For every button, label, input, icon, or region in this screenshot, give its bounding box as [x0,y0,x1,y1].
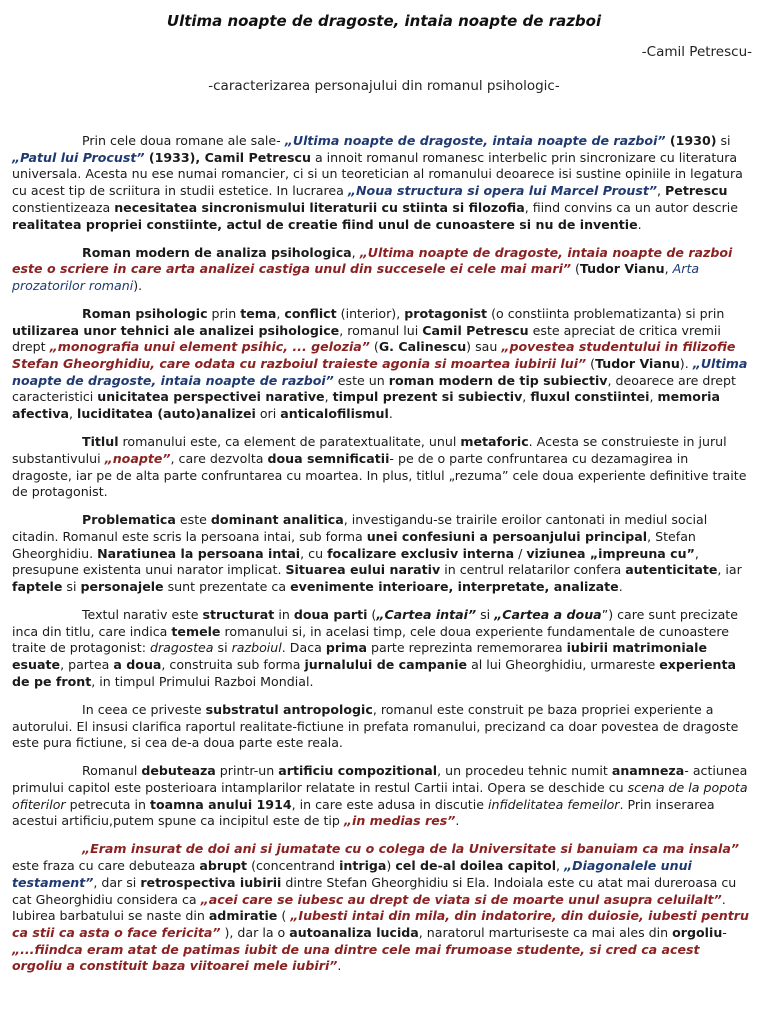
text-run: unicitatea perspectivei narative [97,389,325,405]
text-run: , [69,406,78,422]
text-run: dintre Stefan Gheorghidiu si Ela. Indoiala este cu atat mai dureroasa cu cat Gheorghidiu considera ca [12,874,737,907]
text-run: este apreciat de critica vremii drept [12,322,721,355]
text-run: parte reprezinta rememorarea [367,640,567,656]
text-run: abrupt [199,858,248,874]
text-run: , care dezvolta [170,450,268,466]
text-run: prin [207,305,241,321]
text-run: „Ultima noapte de dragoste, intaia noapte de razboi este o scriere in care arta analizei castiga unul din succesele ei cele mai mari” [12,244,733,277]
text-run: . Acesta se construieste in jurul substantivului [12,434,727,466]
paragraph [12,763,752,830]
paragraph [12,607,752,691]
text-run: . [455,813,460,829]
text-run: ) [386,858,396,874]
text-run: , [351,244,360,260]
text-run: „Ultima noapte de dragoste, intaia noapte de razboi” [284,133,666,148]
text-run: , [522,389,531,405]
text-run: printr-un [215,763,279,779]
text-run: necesitatea sincronismului literaturii cu stiinta si filozofia [114,199,525,215]
text-run: infidelitatea femeilor [487,796,620,812]
text-run: „monografia unui element psihic, ... gelozia” [49,339,370,355]
text-run: „povestea studentului in filizofie Stefan Gheorghidiu, care odata cu razboiul traieste agonia si moartea iubirii lui” [12,339,736,372]
text-run: , deoarece are drept caracteristici [12,372,736,405]
paragraph [12,841,752,975]
text-run: , [649,389,658,405]
text-run: Naratiunea la persoana intai [97,545,301,561]
text-run: . Daca [281,640,326,656]
text-run: , partea [60,657,114,673]
text-run: si [213,640,232,656]
text-run: jurnalului de campanie [304,657,468,673]
text-run: , in timpul Primului Razboi Mondial. [91,673,314,689]
text-run: G. Calinescu [378,339,467,355]
text-run: „Iubesti intai din mila, din indatorire, din duiosie, iubesti pentru ca stii ca asta o face fericita” [12,908,749,940]
text-run: . [337,958,342,974]
text-run: unei confesiuni a persoanjului principal [366,528,648,544]
text-run: „Cartea intai” [376,607,477,623]
text-run: ), dar la o [220,924,290,940]
text-run: al lui Gheorghidiu, urmareste [467,657,660,673]
text-run: Tudor Vianu [579,261,665,277]
text-run: (1933), Camil Petrescu [144,149,311,165]
document-title: Ultima noapte de dragoste, intaia noapte de razboi [166,12,602,30]
text-run: , [664,261,673,277]
text-run: utilizarea unor tehnici ale analizei psihologice [12,322,340,338]
text-run: a innoit romanul romanesc interbelic prin sincronizare cu literatura universala. Acesta nu ese numai romancier, ci si un teoretician al romanului deoarece isi sustine opiniile in legatura cu acest tip de scriitura in studii estetice. In lucrarea [12,149,743,199]
text-run: este fraza cu care debuteaza [12,858,200,874]
text-run: Roman psihologic [82,305,208,321]
text-run: metaforic [460,434,529,450]
text-run: „...fiindca eram atat de patimas iubit de una dintre cele mai frumoase studente, si cred ca acest orgoliu a constituit baza viitoarei mele iubiri” [12,941,700,974]
text-run: , [276,305,285,321]
text-run: Roman modern de analiza psihologica [82,244,352,260]
text-run: Textul narativ este [82,607,203,623]
text-run: - [722,924,727,940]
text-run: structurat [202,607,275,623]
text-run: (1930) [665,133,717,148]
text-run: , naratorul marturiseste ca mai ales din [418,924,673,940]
text-run: si [716,133,731,148]
text-run: „in medias res” [343,813,456,829]
text-run: (o constiinta problematizanta) si prin [487,305,725,321]
text-run: ( [586,356,596,372]
text-run: , romanul lui [339,322,423,338]
text-run: personajele [80,579,164,595]
text-run: ( [571,261,580,277]
text-run: „acei care se iubesc au drept de viata si de moarte unul asupra celuilalt” [200,891,722,907]
text-run: , [324,389,333,405]
text-run: Petrescu [665,183,728,199]
text-run: , dar si [93,874,141,890]
text-run: intriga [339,858,387,874]
text-run: ). [133,277,143,293]
text-run: doua semnificatii [267,450,390,466]
text-run: evenimente interioare, interpretate, analizate [290,579,619,595]
paragraph [12,245,752,295]
text-run: memoria afectiva [12,389,720,422]
text-run: , un procedeu tehnic numit [437,763,612,779]
text-run: , [556,858,565,874]
text-run: tema [240,305,277,321]
text-run: „Ultima noapte de dragoste, intaia noapte de razboi” [12,356,748,388]
text-run: Tudor Vianu [595,356,680,372]
paragraph [12,133,752,233]
text-run: si [476,607,495,623]
document-body [12,133,752,986]
text-run: (interior), [336,305,405,321]
text-run: constientizeaza [12,199,115,215]
text-run: viziunea „impreuna cu” [526,545,695,561]
text-run: , construita sub forma [161,657,305,673]
text-run: toamna anului 1914 [149,796,292,812]
text-run: , romanul este construit pe baza propriei experiente a autorului. El insusi clarifica raportul realitate-fictiune in prefata romanului, precizand ca doar povestea de dragoste este pura fictiune, si cea de-a doua parte este reala. [12,701,739,751]
paragraph [12,434,752,501]
text-run: . [388,406,393,422]
text-run: realitatea propriei constiinte, actul de creatie fiind unul de cunoastere si nu de inventie [12,216,638,232]
text-run: temele [171,623,221,639]
text-run: autoanaliza lucida [289,924,419,940]
text-run: ( [277,908,291,924]
text-run: - pe de o parte confruntarea cu dezamagirea in dragoste, iar pe de alta parte confruntarea cu moartea. In plus, titlul „rezuma” cele doua experiente definitive traite de protagonist. [12,450,747,500]
text-run: ( [369,339,379,355]
text-run: „Diagonalele unui testament” [12,858,692,890]
text-run: , presupune existenta unui narator implicat. [12,545,699,578]
text-run: iubirii matrimoniale esuate [12,640,707,673]
text-run: luciditatea (auto)analizei [77,406,256,422]
text-run: experienta de pe front [12,657,736,689]
document-subtitle: -caracterizarea personajului din romanul psihologic- [208,78,560,94]
text-run: romanului este, ca element de paratextualitate, unul [118,434,461,450]
text-run: romanului si, in acelasi timp, cele doua experiente fundamentale de cunoastere traite de protagonist: [12,623,730,656]
text-run: . Iubirea barbatului se naste din [12,891,726,924]
text-run: „Cartea a doua [494,607,602,623]
text-run: timpul prezent si subiectiv [332,389,523,405]
text-run: orgoliu [672,924,723,940]
text-run: ) sau [466,339,502,355]
text-run: , Stefan Gheorghidiu. [12,528,696,561]
text-run: sunt prezentate ca [163,579,291,595]
text-run: faptele [12,579,63,595]
paragraph [12,702,752,752]
text-run: doua parti [293,607,368,623]
text-run: „Eram insurat de doi ani si jumatate cu o colega de la Universitate si banuiam ca ma insala” [82,841,739,857]
text-run: anamneza [611,763,685,779]
text-run: . [618,579,623,595]
text-run: Arta prozatorilor romani [12,261,700,293]
text-run: , iar [717,562,742,578]
text-run: artificiu compozitional [278,763,438,779]
text-run: ”) care sunt precizate inca din titlu, care indica [12,607,738,639]
text-run: , [657,183,666,199]
text-run: substratul antropologic [205,701,373,717]
text-run: , fiind convins ca un autor descrie [524,199,739,215]
text-run: este un [333,372,389,388]
text-run: conflict [284,305,337,321]
text-run: autenticitate [625,562,718,578]
text-run: si [62,579,81,595]
text-run: , cu [300,545,328,561]
text-run: „noapte” [104,450,171,466]
text-run: In ceea ce priveste [82,701,206,717]
text-run: razboiul [231,640,282,656]
text-run: debuteaza [141,763,216,779]
text-run: roman modern de tip subiectiv [388,372,608,388]
text-run: cel de-al doilea capitol [395,858,557,874]
text-run: . [637,216,642,232]
text-run: admiratie [208,908,278,924]
text-run: „Patul lui Procust” [12,149,145,165]
text-run: / [514,545,527,561]
text-run: fluxul constiintei [530,389,650,405]
text-run: (concentrand [247,858,340,874]
text-run: Problematica [82,512,176,528]
paragraph [12,512,752,596]
text-run: Titlul [82,434,119,450]
text-run: , investigandu-se trairile eroilor cantonati in mediul social citadin. Romanul este scris la persoana intai, sub forma [12,512,708,544]
text-run: ori [255,406,281,422]
text-run: in [274,607,294,623]
text-run: , in care este adusa in discutie [291,796,488,812]
text-run: ( [367,607,377,623]
paragraph [12,306,752,423]
text-run: Camil Petrescu [422,322,529,338]
text-run: ). [679,356,693,372]
text-run: dragostea [149,640,214,656]
text-run: . Prin inserarea acestui artificiu,putem spune ca incipitul este de tip [12,796,715,829]
text-run: - actiunea primului capitol este posterioara intamplarilor relatate in restul Cartii intai. Opera se deschide cu [12,763,748,795]
text-run: este [175,512,211,528]
text-run: in centrul relatarilor confera [440,562,626,578]
text-run: petrecuta in [65,796,150,812]
text-run: prima [325,640,368,656]
text-run: Situarea eului narativ [285,562,441,578]
text-run: Romanul [82,763,142,779]
text-run: scena de la popota ofiterilor [12,779,748,812]
text-run: „Noua structura si opera lui Marcel Proust” [347,183,658,199]
text-run: anticalofilismul [280,406,389,422]
document-author: -Camil Petrescu- [641,44,752,60]
text-run: Prin cele doua romane ale sale- [82,133,285,148]
text-run: retrospectiva iubirii [140,874,282,890]
text-run: a doua [113,657,162,673]
text-run: protagonist [404,305,488,321]
text-run: focalizare exclusiv interna [327,545,515,561]
text-run: dominant analitica [210,512,344,528]
